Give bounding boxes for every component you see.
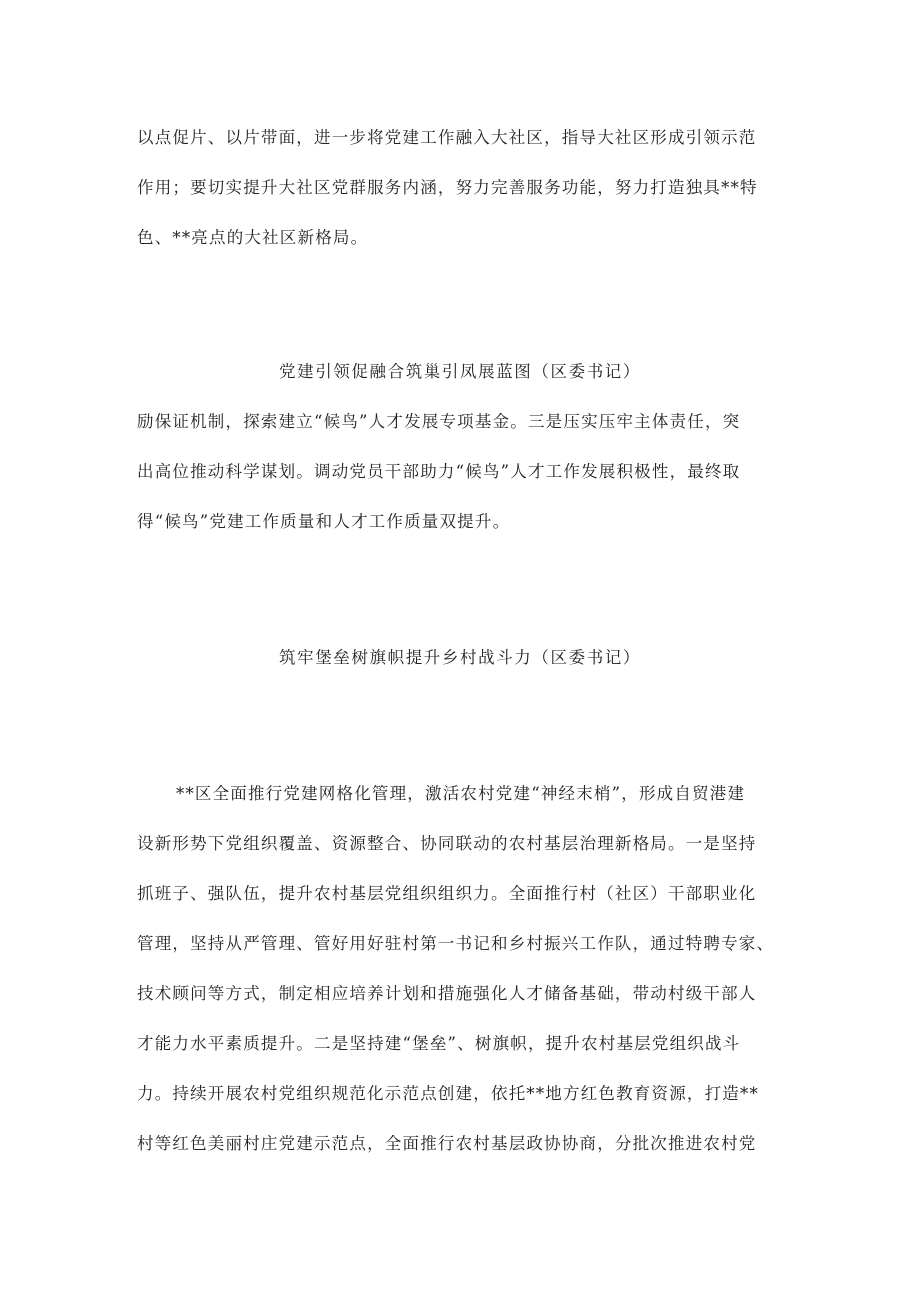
text-line: 出高位推动科学谋划。调动党员干部助力“候鸟”人才工作发展积极性，最终取 bbox=[137, 462, 741, 481]
text-line: 得“候鸟”党建工作质量和人才工作质量双提升。 bbox=[137, 512, 511, 531]
text-line: 抓班子、强队伍，提升农村基层党组织组织力。全面推行村（社区）干部职业化 bbox=[137, 884, 757, 903]
text-line: **区全面推行党建网格化管理，激活农村党建“神经末梢”，形成自贸港建 bbox=[176, 784, 746, 803]
text-line: 作用；要切实提升大社区党群服务内涵，努力完善服务功能，努力打造独具**特 bbox=[137, 178, 758, 197]
text-line: 色、**亮点的大社区新格局。 bbox=[137, 228, 369, 247]
section-heading: 筑牢堡垒树旗帜提升乡村战斗力（区委书记） bbox=[279, 648, 641, 667]
text-line: 村等红色美丽村庄党建示范点，全面推行农村基层政协协商，分批次推进农村党 bbox=[137, 1134, 757, 1153]
text-line: 励保证机制，探索建立“候鸟”人才发展专项基金。三是压实压牢主体责任，突 bbox=[137, 412, 741, 431]
text-line: 技术顾问等方式，制定相应培养计划和措施强化人才储备基础，带动村级干部人 bbox=[137, 984, 757, 1003]
text-line: 以点促片、以片带面，进一步将党建工作融入大社区，指导大社区形成引领示范 bbox=[137, 128, 757, 147]
section-heading: 党建引领促融合筑巢引凤展蓝图（区委书记） bbox=[279, 362, 641, 381]
text-line: 管理，坚持从严管理、管好用好驻村第一书记和乡村振兴工作队，通过特聘专家、 bbox=[137, 934, 775, 953]
text-line: 力。持续开展农村党组织规范化示范点创建，依托**地方红色教育资源，打造** bbox=[137, 1084, 759, 1103]
text-line: 才能力水平素质提升。二是坚持建“堡垒”、树旗帜，提升农村基层党组织战斗 bbox=[137, 1034, 741, 1053]
text-line: 设新形势下党组织覆盖、资源整合、协同联动的农村基层治理新格局。一是坚持 bbox=[137, 834, 757, 853]
